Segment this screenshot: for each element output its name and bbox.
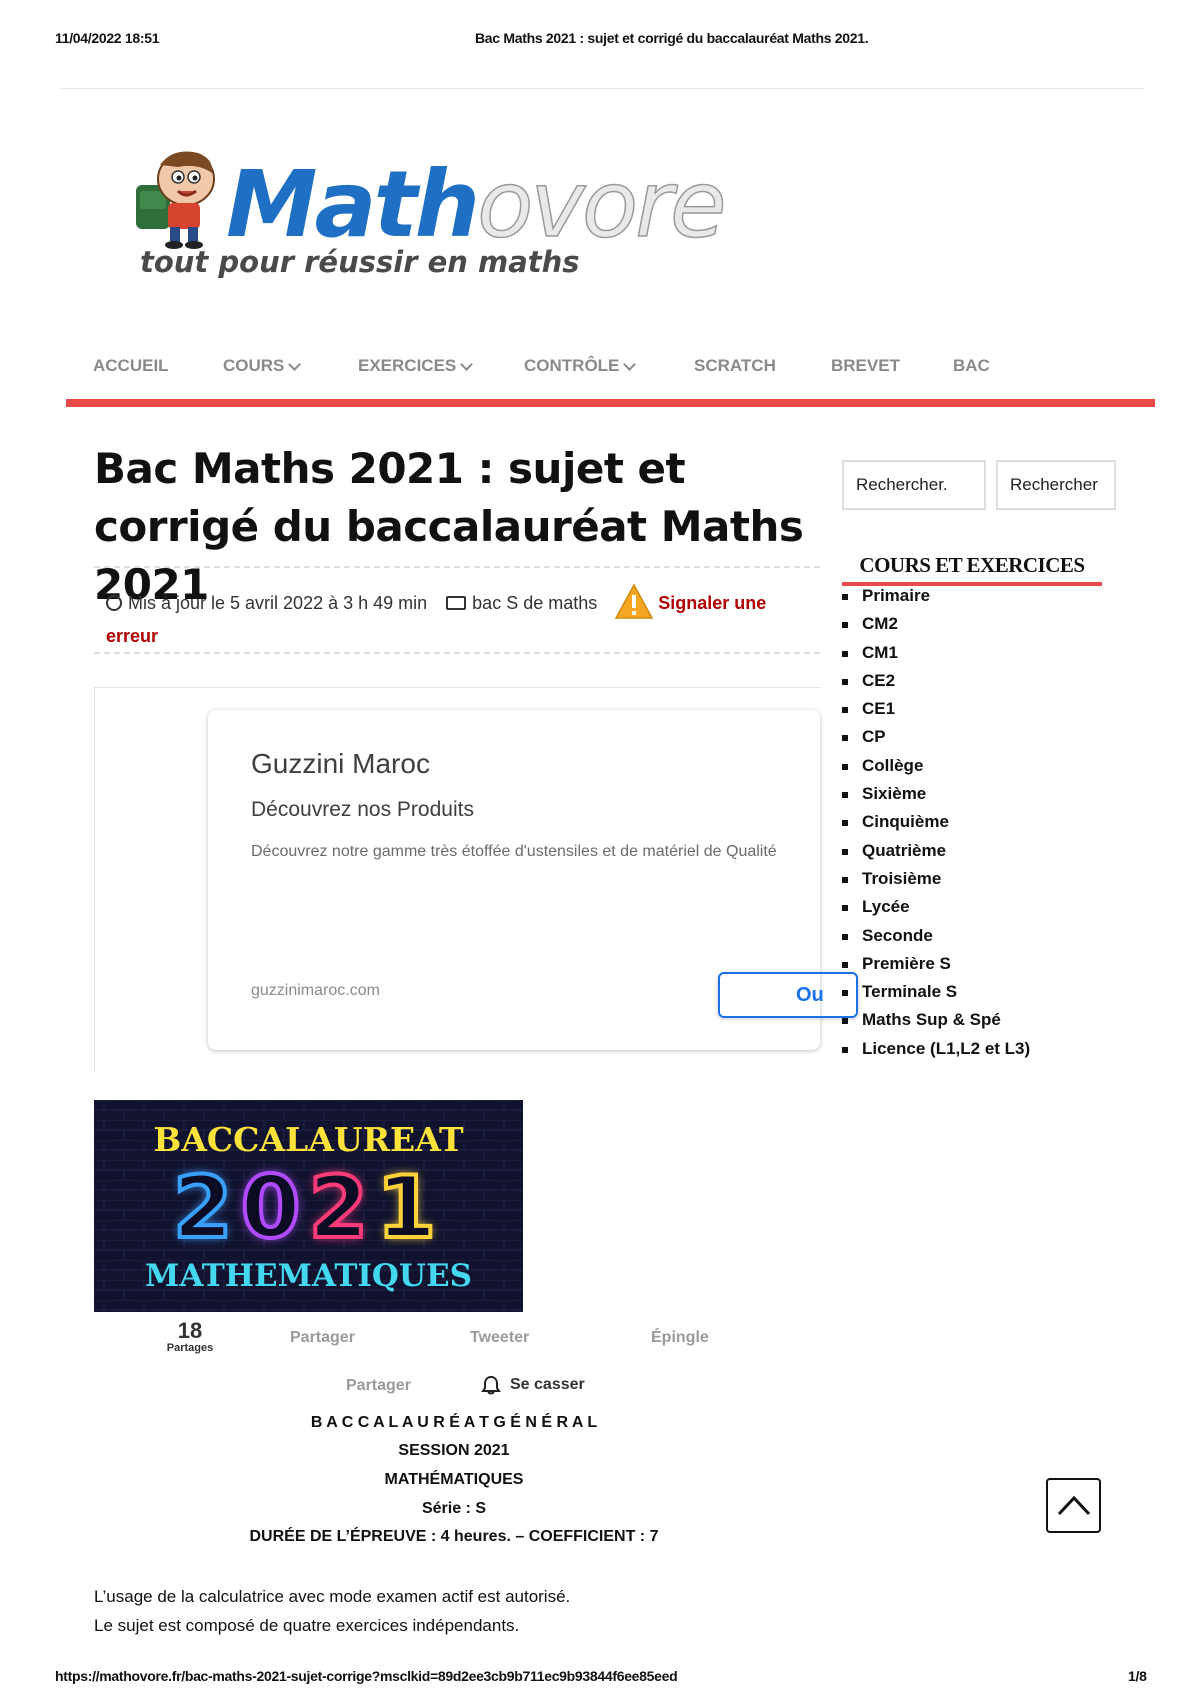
bac-banner-image: [94, 1100, 523, 1312]
body-paragraph-2: Le sujet est composé de quatre exercices indépendants.: [94, 1616, 520, 1635]
nav-scratch-label: SCRATCH: [694, 356, 776, 375]
site-logo[interactable]: [128, 145, 828, 285]
banner-line-math: MATHEMATIQUES: [145, 1258, 472, 1294]
search-input[interactable]: Rechercher.: [842, 460, 986, 510]
ad-headline: Découvrez nos Produits: [251, 798, 474, 821]
share-count-number: 18: [177, 1318, 203, 1343]
updated-date: Mis à jour le 5 avril 2022 à 3 h 49 min: [128, 593, 428, 613]
banner-line-bac: BACCALAUREAT: [153, 1120, 464, 1159]
sidebar-item-troisieme[interactable]: Troisième: [842, 865, 1030, 893]
report-error-link-cont[interactable]: erreur: [106, 626, 159, 646]
exam-line-5: DURÉE DE L’ÉPREUVE : 4 heures. – COEFFICIENT : 7: [249, 1528, 659, 1545]
tweet-button[interactable]: Tweeter: [470, 1329, 530, 1346]
main-nav: [93, 356, 1013, 376]
nav-bac[interactable]: [953, 356, 1013, 376]
report-error-link[interactable]: Signaler une: [658, 593, 767, 613]
exam-line-2: SESSION 2021: [398, 1442, 510, 1459]
sidebar-item-cm1[interactable]: CM1: [842, 639, 1030, 667]
banner-digit: 2: [172, 1158, 241, 1258]
exam-line-3: MATHÉMATIQUES: [384, 1471, 524, 1488]
nav-exercices[interactable]: [358, 356, 524, 376]
clock-icon: [106, 595, 122, 611]
header-divider: [60, 88, 1145, 89]
subscribe-label: Se casser: [510, 1376, 585, 1393]
bell-icon: [482, 1375, 500, 1395]
nav-exercices-label: EXERCICES: [358, 356, 457, 375]
sidebar-item-cm2[interactable]: CM2: [842, 610, 1030, 638]
sidebar-item-college[interactable]: Collège: [842, 752, 1030, 780]
nav-brevet[interactable]: [831, 356, 953, 376]
mascot-icon: [128, 145, 228, 250]
sidebar-item-cinquieme[interactable]: Cinquième: [842, 808, 1030, 836]
share-count-label: Partages: [166, 1342, 214, 1354]
sidebar-item-maths-sup[interactable]: Maths Sup & Spé: [842, 1006, 1030, 1034]
ad-description: Découvrez notre gamme très étoffée d'ustensiles et de matériel de Qualité: [251, 843, 777, 860]
sidebar-item-seconde[interactable]: Seconde: [842, 922, 1030, 950]
nav-cours-label: COURS: [223, 356, 285, 375]
exam-line-1: B A C C A L A U R É A T G É N É R A L: [310, 1414, 598, 1431]
banner-digit: 2: [308, 1158, 377, 1258]
print-datetime: 11/04/2022 18:51: [55, 30, 160, 46]
print-page-title: Bac Maths 2021 : sujet et corrigé du baccalauréat Maths 2021.: [475, 30, 869, 46]
logo-ovore: ovore: [477, 151, 724, 258]
sidebar-item-terminale-s[interactable]: Terminale S: [842, 978, 1030, 1006]
pinterest-button[interactable]: Épingle: [651, 1329, 709, 1346]
facebook-share-button[interactable]: Partager: [290, 1329, 355, 1346]
ad-card[interactable]: [208, 710, 824, 1050]
nav-accueil-label: ACCUEIL: [93, 356, 169, 375]
sidebar-item-ce2[interactable]: CE2: [842, 667, 1030, 695]
share-button-2[interactable]: Partager: [346, 1377, 411, 1394]
nav-accueil[interactable]: [93, 356, 223, 376]
nav-accent-bar: [66, 399, 1155, 407]
print-url: https://mathovore.fr/bac-maths-2021-sujet-corrige?msclkid=89d2ee3cb9b711ec9b93844f6ee85eed: [55, 1668, 678, 1684]
title-separator: [94, 566, 820, 568]
banner-digit: 0: [240, 1158, 309, 1258]
banner-year: [94, 1158, 523, 1258]
sidebar-item-cp[interactable]: CP: [842, 723, 1030, 751]
meta-separator: [94, 652, 820, 654]
share-count: [160, 1320, 220, 1354]
nav-bac-label: BAC: [953, 356, 990, 375]
page-title: Bac Maths 2021 : sujet et corrigé du baccalauréat Maths 2021: [94, 444, 804, 609]
chevron-down-icon: [460, 358, 473, 371]
chevron-down-icon: [289, 358, 302, 371]
nav-cours[interactable]: [223, 356, 358, 376]
banner-digit: 1: [376, 1158, 445, 1258]
scroll-to-top-button[interactable]: [1046, 1478, 1101, 1533]
folder-icon: [446, 596, 466, 610]
sidebar-item-premiere-s[interactable]: Première S: [842, 950, 1030, 978]
exam-line-4: Série : S: [421, 1500, 487, 1517]
sidebar-title: COURS ET EXERCICES: [859, 553, 1085, 577]
sidebar-list: [842, 582, 1030, 1063]
search-button[interactable]: Rechercher: [996, 460, 1116, 510]
chevron-down-icon: [624, 358, 637, 371]
sidebar-item-ce1[interactable]: CE1: [842, 695, 1030, 723]
logo-math: Math: [226, 151, 478, 258]
nav-controle-label: CONTRÔLE: [524, 356, 620, 375]
article-meta: [106, 583, 816, 651]
ad-url: guzzinimaroc.com: [251, 982, 380, 999]
body-paragraph-1: L’usage de la calculatrice avec mode examen actif est autorisé.: [94, 1587, 571, 1606]
sidebar-item-quatrieme[interactable]: Quatrième: [842, 837, 1030, 865]
nav-controle[interactable]: [524, 356, 694, 376]
nav-scratch[interactable]: [694, 356, 831, 376]
ad-brand: Guzzini Maroc: [251, 748, 430, 779]
print-page-number: 1/8: [1128, 1668, 1147, 1684]
logo-tagline: tout pour réussir en maths: [140, 245, 580, 279]
ad-open-button[interactable]: [718, 972, 858, 1018]
ad-open-label: Ou: [796, 983, 824, 1006]
sidebar-item-lycee[interactable]: Lycée: [842, 893, 1030, 921]
sidebar-item-primaire[interactable]: Primaire: [842, 582, 1030, 610]
sidebar-item-sixieme[interactable]: Sixième: [842, 780, 1030, 808]
chevron-up-icon: [1056, 1492, 1092, 1518]
subscribe-button[interactable]: [482, 1375, 585, 1395]
category-link[interactable]: bac S de maths: [472, 593, 598, 613]
sidebar-item-licence[interactable]: Licence (L1,L2 et L3): [842, 1035, 1030, 1063]
warning-icon: [614, 583, 654, 621]
nav-brevet-label: BREVET: [831, 356, 900, 375]
